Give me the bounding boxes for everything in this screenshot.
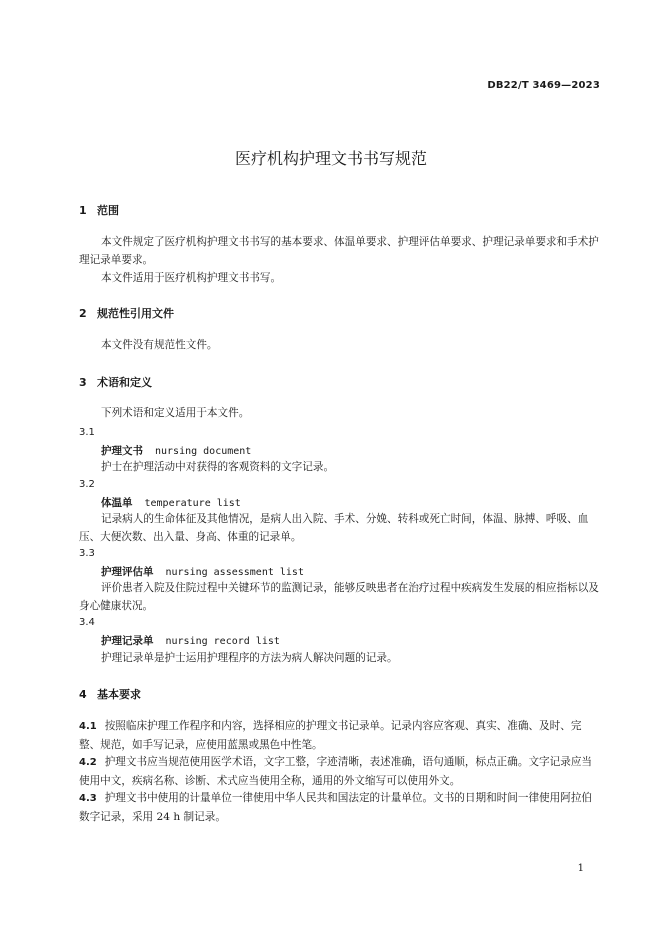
clause-text: 按照临床护理工作程序和内容，选择相应的护理文书记录单。记录内容应客观、真实、准确、及时、完整、规范，如手写记录，应使用蓝黑或黑色中性笔。 [79, 720, 582, 751]
term-entry [101, 495, 241, 510]
page-number: 1 [577, 863, 584, 874]
term-entry [101, 564, 304, 579]
clause-text: 护理文书应当规范使用医学术语，文字工整，字迹清晰，表述准确，语句通顺，标点正确。文字记录应当使用中文，疾病名称、诊断、术式应当使用全称，通用的外文缩写可以使用外文。 [79, 756, 593, 787]
term-en: nursing record list [165, 636, 280, 647]
clause-number: 4.3 [79, 793, 97, 804]
clause [79, 789, 599, 826]
term-number: 3.3 [79, 548, 95, 559]
term-en: temperature list [144, 498, 241, 509]
term-definition: 护理记录单是护士运用护理程序的方法为病人解决问题的记录。 [101, 652, 398, 664]
term-zh: 体温单 [101, 497, 133, 509]
section-number: 4 [79, 688, 87, 701]
section-heading-normative-references [79, 305, 174, 321]
paragraph: 下列术语和定义适用于本文件。 [101, 407, 250, 419]
term-definition: 记录病人的生命体征及其他情况，是病人出入院、手术、分娩、转科或死亡时间，体温、脉搏、呼吸、血压、大便次数、出入量、身高、体重的记录单。 [79, 513, 589, 543]
clause-text: 护理文书中使用的计量单位一律使用中华人民共和国法定的计量单位。文书的日期和时间一律使用阿拉伯数字记录，采用 24 h 制记录。 [79, 792, 593, 823]
section-number: 2 [79, 307, 87, 320]
clause [79, 753, 599, 790]
paragraph: 本文件适用于医疗机构护理文书书写。 [101, 272, 282, 284]
term-entry [101, 633, 280, 648]
clause-number: 4.2 [79, 757, 97, 768]
paragraph: 本文件规定了医疗机构护理文书书写的基本要求、体温单要求、护理评估单要求、护理记录单要求和手术护理记录单要求。 [79, 236, 599, 266]
section-heading-basic-requirements [79, 686, 141, 702]
section-title: 范围 [97, 204, 119, 217]
clause [79, 717, 599, 754]
term-number: 3.1 [79, 427, 95, 438]
term-zh: 护理文书 [101, 445, 143, 457]
section-heading-scope [79, 202, 119, 218]
term-number: 3.4 [79, 617, 95, 628]
standard-code: DB22/T 3469—2023 [487, 80, 600, 91]
section-title: 规范性引用文件 [97, 307, 174, 320]
term-en: nursing document [155, 446, 252, 457]
section-title: 术语和定义 [97, 376, 152, 389]
term-zh: 护理评估单 [101, 566, 154, 578]
term-en: nursing assessment list [165, 567, 304, 578]
term-definition: 护士在护理活动中对获得的客观资料的文字记录。 [101, 461, 335, 473]
section-heading-terms [79, 374, 152, 390]
term-entry [101, 443, 251, 458]
term-number: 3.2 [79, 479, 95, 490]
clause-number: 4.1 [79, 721, 97, 732]
section-number: 3 [79, 376, 87, 389]
page-title: 医疗机构护理文书书写规范 [234, 149, 427, 168]
term-zh: 护理记录单 [101, 635, 154, 647]
term-definition: 评价患者入院及住院过程中关键环节的监测记录，能够反映患者在治疗过程中疾病发生发展的相应指标以及身心健康状况。 [79, 582, 599, 612]
paragraph: 本文件没有规范性文件。 [101, 339, 218, 351]
section-title: 基本要求 [97, 688, 141, 701]
section-number: 1 [79, 204, 87, 217]
